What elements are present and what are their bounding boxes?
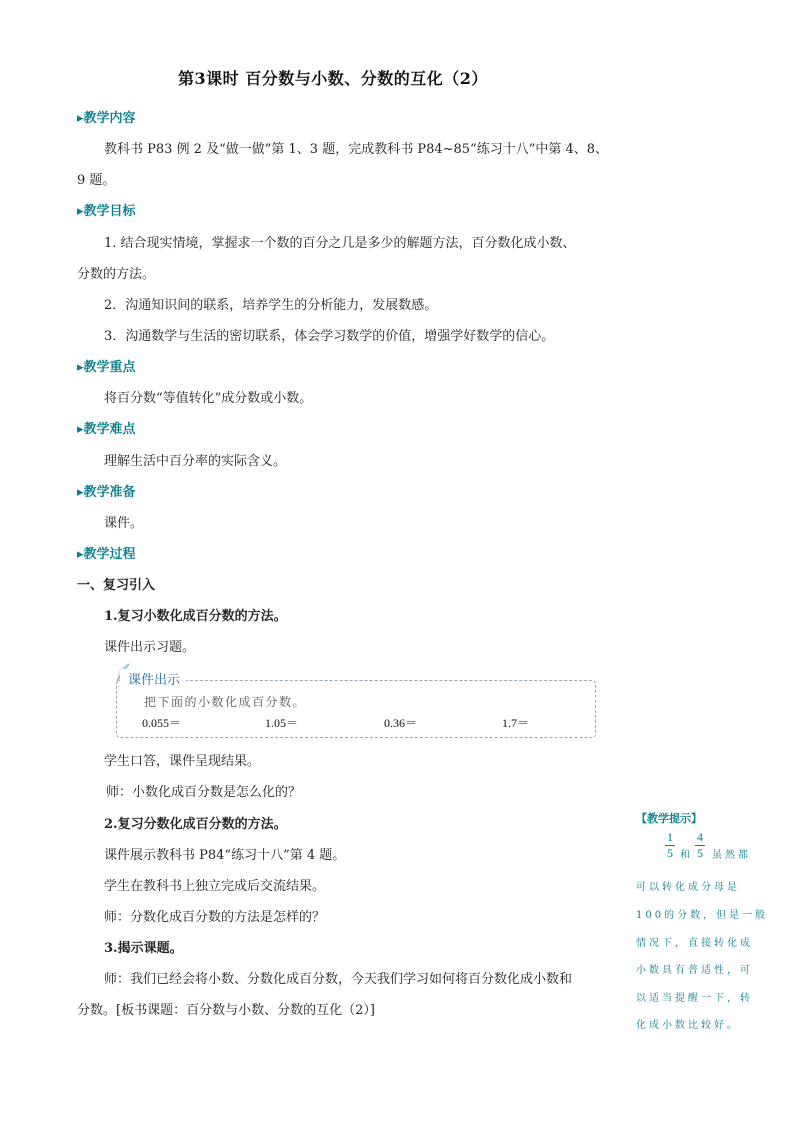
key-text: 将百分数“等值转化”成分数或小数。 (104, 391, 313, 406)
tip-word-and: 和 (680, 850, 693, 861)
step2-text2: 学生在教科书上独立完成后交流结果。 (104, 879, 326, 894)
step1-title: 1.复习小数化成百分数的方法。 (104, 609, 287, 624)
tip-line6: 以适当提醒一下，转 (636, 993, 753, 1004)
goal-2: 2．沟通知识间的联系，培养学生的分析能力，发展数感。 (104, 298, 438, 313)
page-title: 第3课时 百分数与小数、分数的互化（2） (178, 69, 488, 88)
exercise-item: 0.36＝ (384, 716, 418, 730)
courseware-instruction: 把下面的小数化成百分数。 (144, 695, 307, 709)
step3-text1: 师：我们已经会将小数、分数化成百分数，今天我们学习如何将百分数化成小数和 (104, 972, 573, 987)
step3-title: 3.揭示课题。 (104, 941, 183, 956)
fraction-one-fifth: 1 5 (667, 830, 673, 860)
section-heading-prep: ▸教学准备 (77, 485, 136, 500)
tip-line3: 100的分数，但是一般 (636, 910, 769, 921)
section-heading-content: ▸教学内容 (77, 111, 136, 126)
exercise-item: 1.7＝ (502, 716, 530, 730)
courseware-tab: 课件出示 (120, 669, 186, 688)
fraction-four-fifths: 4 5 (697, 830, 703, 860)
section-heading-key: ▸教学重点 (77, 360, 136, 375)
tip-line2: 可以转化成分母是 (636, 882, 740, 893)
teaching-tip-heading: 【教学提示】 (636, 812, 702, 825)
section-heading-goals: ▸教学目标 (77, 204, 136, 219)
step2-text1: 课件展示教科书 P84“练习十八”第 4 题。 (104, 848, 346, 863)
step3-text2: 分数。[板书课题：百分数与小数、分数的互化（2）] (77, 1003, 375, 1018)
step2-question: 师：分数化成百分数的方法是怎样的？ (104, 910, 326, 925)
step2-title: 2.复习分数化成百分数的方法。 (104, 817, 287, 832)
tip-line1: 虽然都 (712, 850, 751, 861)
prep-text: 课件。 (104, 516, 144, 531)
part1-title: 一、复习引入 (77, 578, 156, 593)
step1-question: 师：小数化成百分数是怎么化的？ (106, 785, 302, 800)
tip-line4: 情况下，直接转化成 (636, 938, 753, 949)
step1-after: 学生口答，课件呈现结果。 (104, 754, 261, 769)
tip-line7: 化成小数比较好。 (636, 1020, 740, 1031)
goal-1-line2: 分数的方法。 (77, 267, 156, 282)
content-text-line2: 9 题。 (77, 173, 116, 188)
exercise-item: 1.05＝ (265, 716, 299, 730)
goal-3: 3．沟通数学与生活的密切联系，体会学习数学的价值，增强学好数学的信心。 (104, 329, 555, 344)
section-heading-process: ▸教学过程 (77, 547, 136, 562)
content-text-line1: 教科书 P83 例 2 及“做一做”第 1、3 题，完成教科书 P84~85“练习十八”中第 4、8、 (104, 142, 609, 157)
step1-text: 课件出示习题。 (104, 640, 196, 655)
goal-1-line1: 1. 结合现实情境，掌握求一个数的百分之几是多少的解题方法，百分数化成小数、 (104, 236, 576, 251)
section-heading-difficult: ▸教学难点 (77, 422, 136, 437)
exercise-item: 0.055＝ (142, 716, 182, 730)
difficult-text: 理解生活中百分率的实际含义。 (104, 454, 287, 469)
tip-line5: 小数具有普适性，可 (636, 965, 753, 976)
